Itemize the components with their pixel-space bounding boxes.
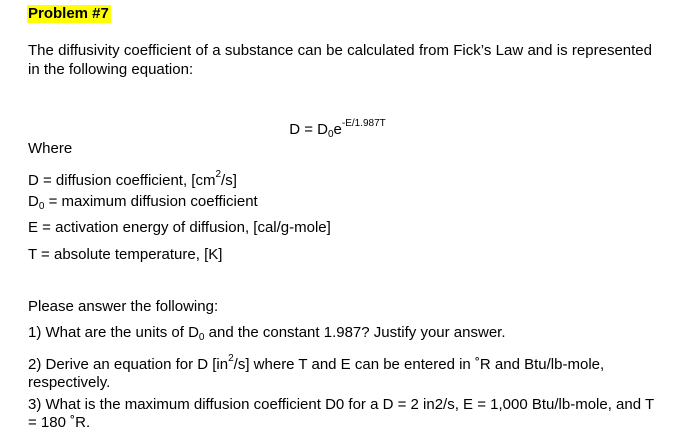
question-2-suffix: /s] where T and E can be entered in ˚R and Btu/lb-mole, respectively. (28, 356, 605, 391)
question-2 (28, 350, 658, 392)
definition-d-unit-suffix: /s] (221, 172, 237, 189)
question-2-text: 2) Derive an equation for D [in (28, 356, 229, 373)
question-3: 3) What is the maximum diffusion coefficient D0 for a D = 2 in2/s, E = 1,000 Btu/lb-mole, and T = 180 ˚R. (28, 396, 654, 431)
definition-d-text: D = diffusion coefficient, [cm (28, 172, 216, 189)
definition-d-superscript: 2 (215, 169, 222, 180)
definition-d0-subscript: 0 (38, 201, 45, 212)
questions-intro: Please answer the following: (28, 298, 219, 315)
question-1-subscript: 0 (198, 332, 205, 343)
equation-base: e (333, 121, 342, 138)
equation-lhs-subscript: 0 (327, 129, 334, 140)
question-1-text: 1) What are the units of D (28, 324, 199, 341)
definition-d (28, 165, 658, 190)
equation-exponent: -E/1.987T (341, 118, 386, 129)
intro-paragraph: The diffusivity coefficient of a substance can be calculated from Fick’s Law and is represented in the following equation: (28, 42, 652, 78)
question-1 (28, 323, 658, 347)
where-label: Where (28, 140, 73, 157)
equation-lhs: D = D (289, 121, 328, 138)
definition-d0-symbol: D (28, 193, 39, 210)
question-1-suffix: and the constant 1.987? Justify your answer. (204, 324, 506, 341)
definition-d0 (28, 192, 658, 216)
problem-title: Problem #7 (28, 5, 109, 22)
definition-d0-text: = maximum diffusion coefficient (44, 193, 258, 210)
definition-t: T = absolute temperature, [K] (28, 246, 223, 263)
question-2-superscript: 2 (228, 353, 234, 364)
definition-e: E = activation energy of diffusion, [cal/g-mole] (28, 219, 331, 236)
